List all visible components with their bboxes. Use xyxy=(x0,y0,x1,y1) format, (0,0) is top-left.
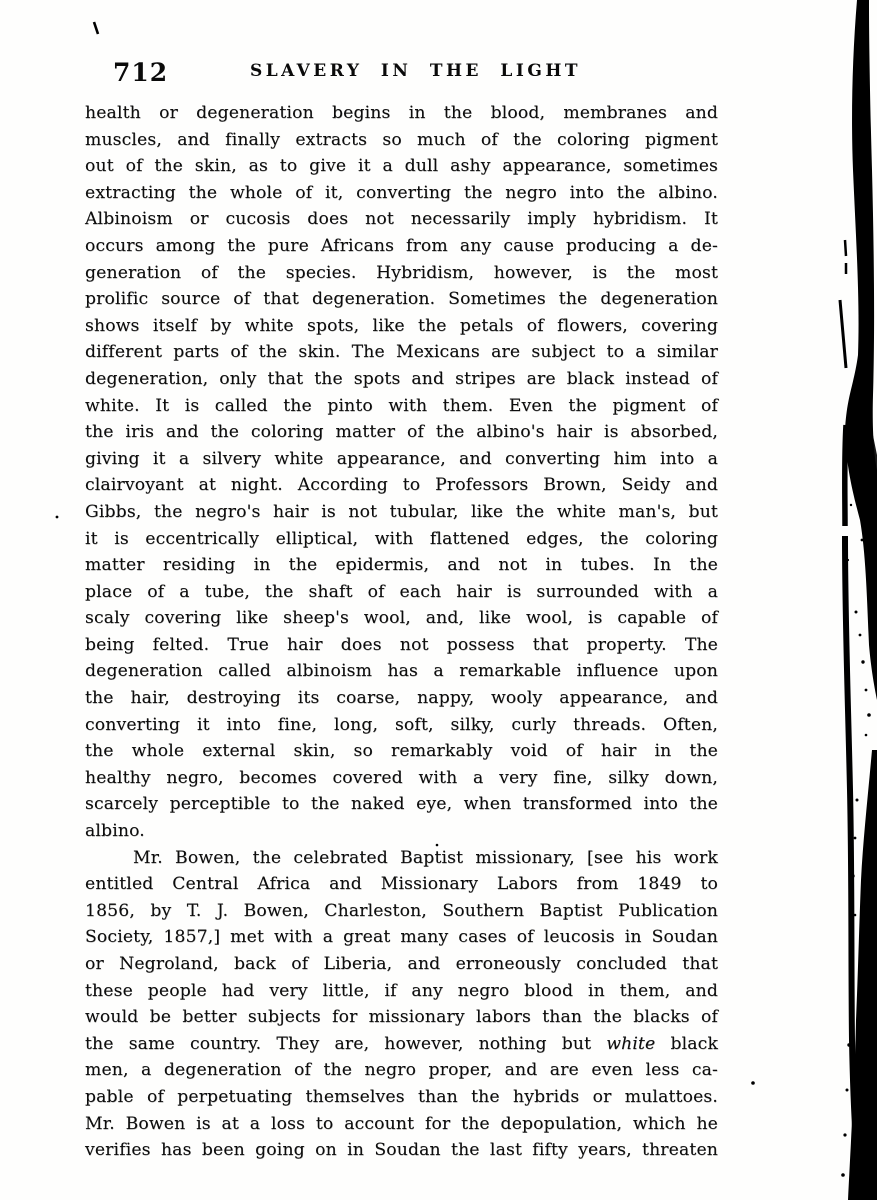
text-line: degeneration, only that the spots and stripes are black instead of xyxy=(85,368,718,389)
text-line: Society, 1857,] met with a great many cases of leucosis in Soudan xyxy=(85,927,718,948)
text-line: extracting the whole of it, converting the negro into the albino. xyxy=(85,182,718,203)
text-line: prolific source of that degeneration. Sometimes the degeneration xyxy=(85,289,718,310)
running-head xyxy=(85,58,718,88)
page-body xyxy=(85,100,718,1164)
text-line: these people had very little, if any negro blood in them, and xyxy=(85,980,718,1001)
text-line: verifies has been going on in Soudan the last fifty years, threaten xyxy=(85,1140,718,1161)
text-line: health or degeneration begins in the blood, membranes and xyxy=(85,103,718,123)
stray-dot xyxy=(751,1081,755,1085)
text-line: out of the skin, as to give it a dull ashy appearance, sometimes xyxy=(85,156,718,177)
text-line: place of a tube, the shaft of each hair is surrounded with a xyxy=(85,581,718,602)
text-line: shows itself by white spots, like the petals of flowers, covering xyxy=(85,315,718,336)
text-line: 1856, by T. J. Bowen, Charleston, Southern Baptist Publication xyxy=(85,900,718,921)
text-line: the hair, destroying its coarse, nappy, wooly appearance, and xyxy=(85,688,718,709)
text-line: scaly covering like sheep's wool, and, like wool, is capable of xyxy=(85,608,718,629)
text-line: converting it into fine, long, soft, silky, curly threads. Often, xyxy=(85,714,718,735)
text-line: or Negroland, back of Liberia, and erroneously concluded that xyxy=(85,954,718,974)
text-line: the whole external skin, so remarkably void of hair in the xyxy=(85,741,718,762)
text-line: clairvoyant at night. According to Professors Brown, Seidy and xyxy=(85,475,718,496)
text-line: Gibbs, the negro's hair is not tubular, like the white man's, but xyxy=(85,501,718,522)
text-line: white. It is called the pinto with them. Even the pigment of xyxy=(85,395,718,416)
text-line: being felted. True hair does not possess that property. The xyxy=(85,634,718,655)
text-line: men, a degeneration of the negro proper, and are even less ca- xyxy=(85,1060,718,1081)
text-line: pable of perpetuating themselves than the hybrids or mulattoes. xyxy=(85,1086,718,1107)
text-line: matter residing in the epidermis, and not in tubes. In the xyxy=(85,555,718,576)
text-line: giving it a silvery white appearance, and converting him into a xyxy=(85,448,718,469)
text-line: it is eccentrically elliptical, with flattened edges, the coloring xyxy=(85,528,718,549)
text-line: different parts of the skin. The Mexicans are subject to a similar xyxy=(85,342,718,363)
stray-mark xyxy=(94,22,98,34)
text-line: generation of the species. Hybridism, however, is the most xyxy=(85,262,718,283)
text-line: the same country. They are, however, nothing but white black xyxy=(85,1033,719,1054)
text-line: Albinoism or cucosis does not necessarily imply hybridism. It xyxy=(85,209,718,230)
text-line: Mr. Bowen, the celebrated Baptist missionary, [see his work xyxy=(133,847,718,868)
stray-dot xyxy=(56,516,59,519)
text-line: degeneration called albinoism has a remarkable influence upon xyxy=(85,661,718,682)
text-line: Mr. Bowen is at a loss to account for the depopulation, which he xyxy=(85,1113,718,1134)
text-line: the iris and the coloring matter of the albino's hair is absorbed, xyxy=(85,422,718,443)
text-line: muscles, and finally extracts so much of the coloring pigment xyxy=(85,129,718,150)
running-title: SLAVERY IN THE LIGHT xyxy=(249,61,582,81)
text-line: albino. xyxy=(85,821,145,842)
page-number: 712 xyxy=(113,58,169,87)
text-line: would be better subjects for missionary labors than the blacks of xyxy=(85,1007,718,1028)
text-line: entitled Central Africa and Missionary Labors from 1849 to xyxy=(85,874,718,895)
text-line: occurs among the pure Africans from any cause producing a de- xyxy=(85,235,718,256)
text-line: scarcely perceptible to the naked eye, when transformed into the xyxy=(85,794,718,815)
text-line: healthy negro, becomes covered with a very fine, silky down, xyxy=(85,767,718,788)
